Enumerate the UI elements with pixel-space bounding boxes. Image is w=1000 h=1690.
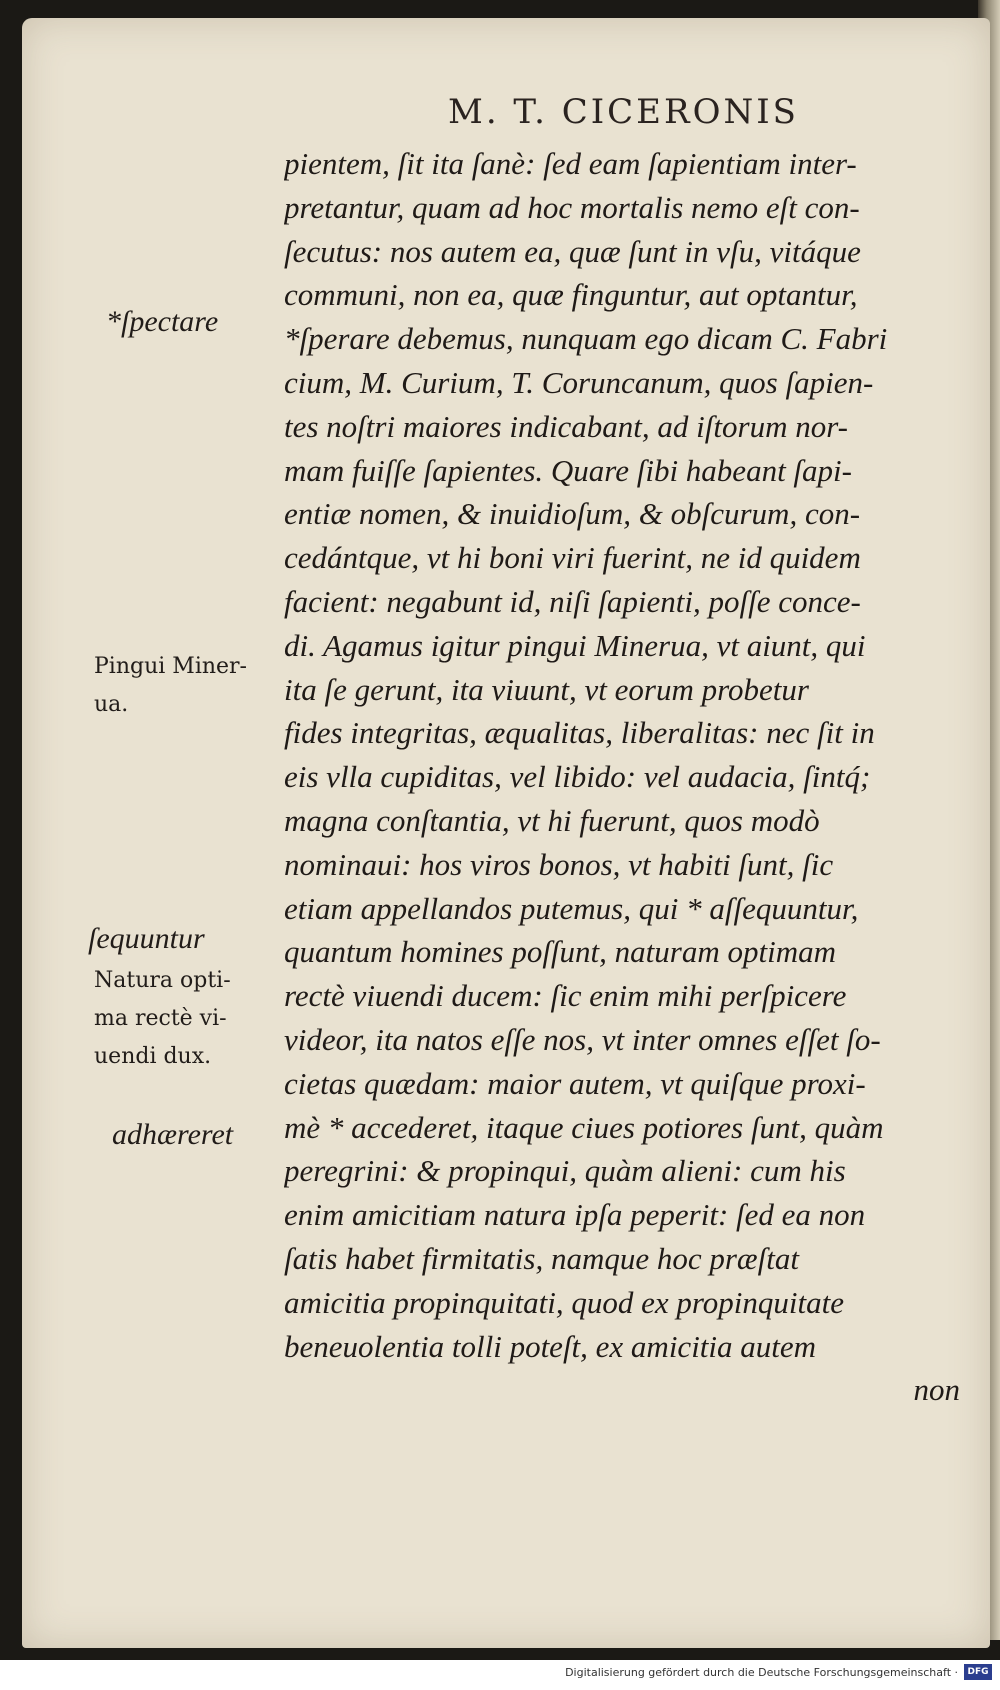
text-line: di. Agamus igitur pingui Minerua, vt aiunt, qui [284, 627, 866, 663]
margin-note-natura-line1: Natura opti- [94, 968, 231, 993]
margin-note-pingui-line2: ua. [94, 692, 129, 717]
text-line: nominaui: hos viros bonos, vt habiti ſunt, ſic [284, 846, 834, 882]
main-text-block [284, 142, 960, 1412]
text-line: facient: negabunt id, niſi ſapienti, poſſe conce- [284, 583, 861, 619]
margin-note-pingui-line1: Pingui Miner- [94, 654, 247, 679]
margin-note-natura-line3: uendi dux. [94, 1044, 212, 1069]
margin-note-spectare: *ſpectare [106, 305, 219, 338]
text-line: eis vlla cupiditas, vel libido: vel audacia, ſintq́; [284, 759, 871, 795]
text-line: cium, M. Curium, T. Coruncanum, quos ſapien- [284, 364, 874, 400]
text-line: quantum homines poſſunt, naturam optimam [284, 934, 836, 970]
catchword: non [913, 1372, 960, 1408]
text-line: *ſperare debemus, nunquam ego dicam C. Fabri [284, 321, 888, 357]
dfg-logo-icon: DFG [964, 1664, 992, 1680]
text-line: ita ſe gerunt, ita viuunt, vt eorum probetur [284, 671, 809, 707]
margin-note-natura-line2: ma rectè vi- [94, 1006, 227, 1031]
text-line: pientem, ſit ita ſanè: ſed eam ſapientiam inter- [284, 146, 857, 181]
text-line: fides integritas, æqualitas, liberalitas: nec ſit in [284, 715, 875, 751]
margin-note-sequuntur: ſequuntur [88, 922, 205, 955]
text-line: beneuolentia tolli poteſt, ex amicitia autem [284, 1328, 817, 1364]
funding-notice: Digitalisierung gefördert durch die Deutsche Forschungsgemeinschaft · [565, 1666, 958, 1679]
text-line: ſecutus: nos autem ea, quæ ſunt in vſu, vitáque [284, 233, 861, 269]
text-line: rectè viuendi ducem: ſic enim mihi perſpicere [284, 978, 847, 1014]
text-line: cietas quædam: maior autem, vt quiſque proxi- [284, 1065, 866, 1101]
text-line: entiæ nomen, & inuidioſum, & obſcurum, con- [284, 496, 861, 532]
text-line: cedántque, vt hi boni viri fuerint, ne id quidem [284, 540, 861, 576]
running-head: M. T. CICERONIS [448, 92, 799, 132]
text-line: mè * accederet, itaque ciues potiores ſunt, quàm [284, 1109, 884, 1145]
margin-note-adhaereret: adhæreret [112, 1118, 234, 1151]
text-line: peregrini: & propinqui, quàm alieni: cum his [284, 1153, 846, 1189]
text-line: amicitia propinquitati, quod ex propinquitate [284, 1284, 844, 1320]
text-line: tes noſtri maiores indicabant, ad iſtorum nor- [284, 408, 848, 444]
text-line: magna conſtantia, vt hi fuerunt, quos modò [284, 802, 820, 838]
text-line: pretantur, quam ad hoc mortalis nemo eſt con- [284, 189, 860, 225]
text-line: videor, ita natos eſſe nos, vt inter omnes eſſet ſo- [284, 1021, 881, 1057]
text-line: ſatis habet firmitatis, namque hoc præſtat [284, 1240, 799, 1276]
text-line: mam fuiſſe ſapientes. Quare ſibi habeant ſapi- [284, 452, 852, 488]
text-line: etiam appellandos putemus, qui * aſſequuntur, [284, 890, 859, 926]
text-line: communi, non ea, quæ finguntur, aut optantur, [284, 277, 858, 313]
footer-strip [0, 1660, 1000, 1690]
text-line: enim amicitiam natura ipſa peperit: ſed ea non [284, 1197, 866, 1233]
